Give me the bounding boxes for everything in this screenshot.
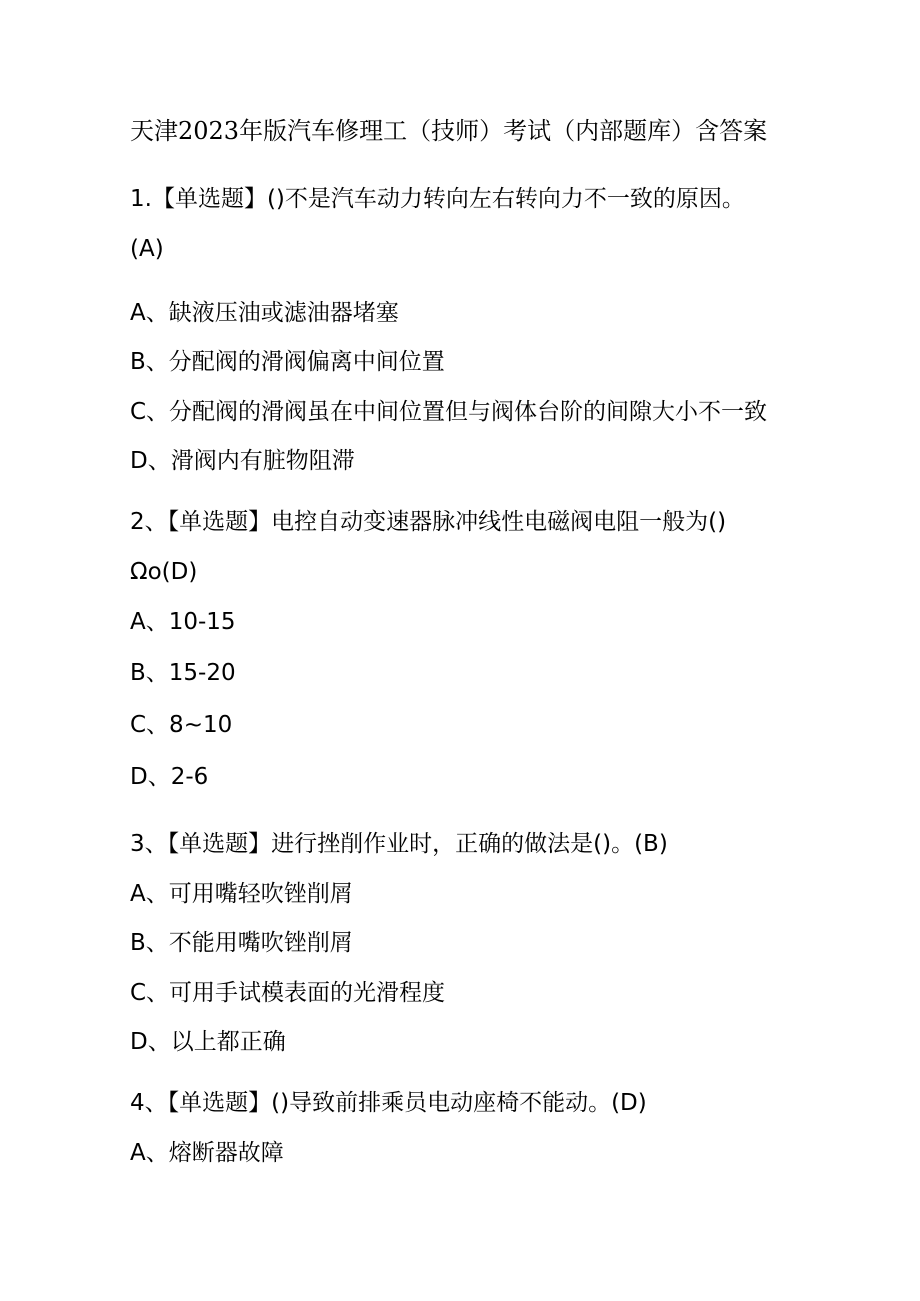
question-3-stem: 3、【单选题】进行挫削作业时，正确的做法是()。(B) [130,831,668,857]
document-title: 天津2023年版汽车修理工（技师）考试（内部题库）含答案 [130,117,768,145]
question-2-answer: Ωo(D) [130,559,198,585]
question-3-option-b: B、不能用嘴吹锉削屑 [130,930,353,956]
question-1-option-a: A、缺液压油或滤油器堵塞 [130,300,399,326]
question-2-option-d: D、2-6 [130,764,209,790]
question-1-option-d: D、滑阀内有脏物阻滞 [130,448,355,474]
question-1-stem: 1.【单选题】()不是汽车动力转向左右转向力不一致的原因。 [130,186,745,212]
question-2-option-b: B、15-20 [130,660,236,686]
question-2-stem: 2、【单选题】电控自动变速器脉冲线性电磁阀电阻一般为() [130,509,727,535]
question-4-stem: 4、【单选题】()导致前排乘员电动座椅不能动。(D) [130,1090,647,1116]
question-3-option-c: C、可用手试模表面的光滑程度 [130,980,446,1006]
question-1-option-c: C、分配阀的滑阀虽在中间位置但与阀体台阶的间隙大小不一致 [130,399,768,425]
question-1-option-b: B、分配阀的滑阀偏离中间位置 [130,349,445,375]
question-3-option-d: D、以上都正确 [130,1029,286,1055]
question-1-answer: (A) [130,236,164,262]
question-2-option-c: C、8~10 [130,712,233,738]
question-3-option-a: A、可用嘴轻吹锉削屑 [130,881,353,907]
question-2-option-a: A、10-15 [130,609,236,635]
question-4-option-a: A、熔断器故障 [130,1140,284,1166]
